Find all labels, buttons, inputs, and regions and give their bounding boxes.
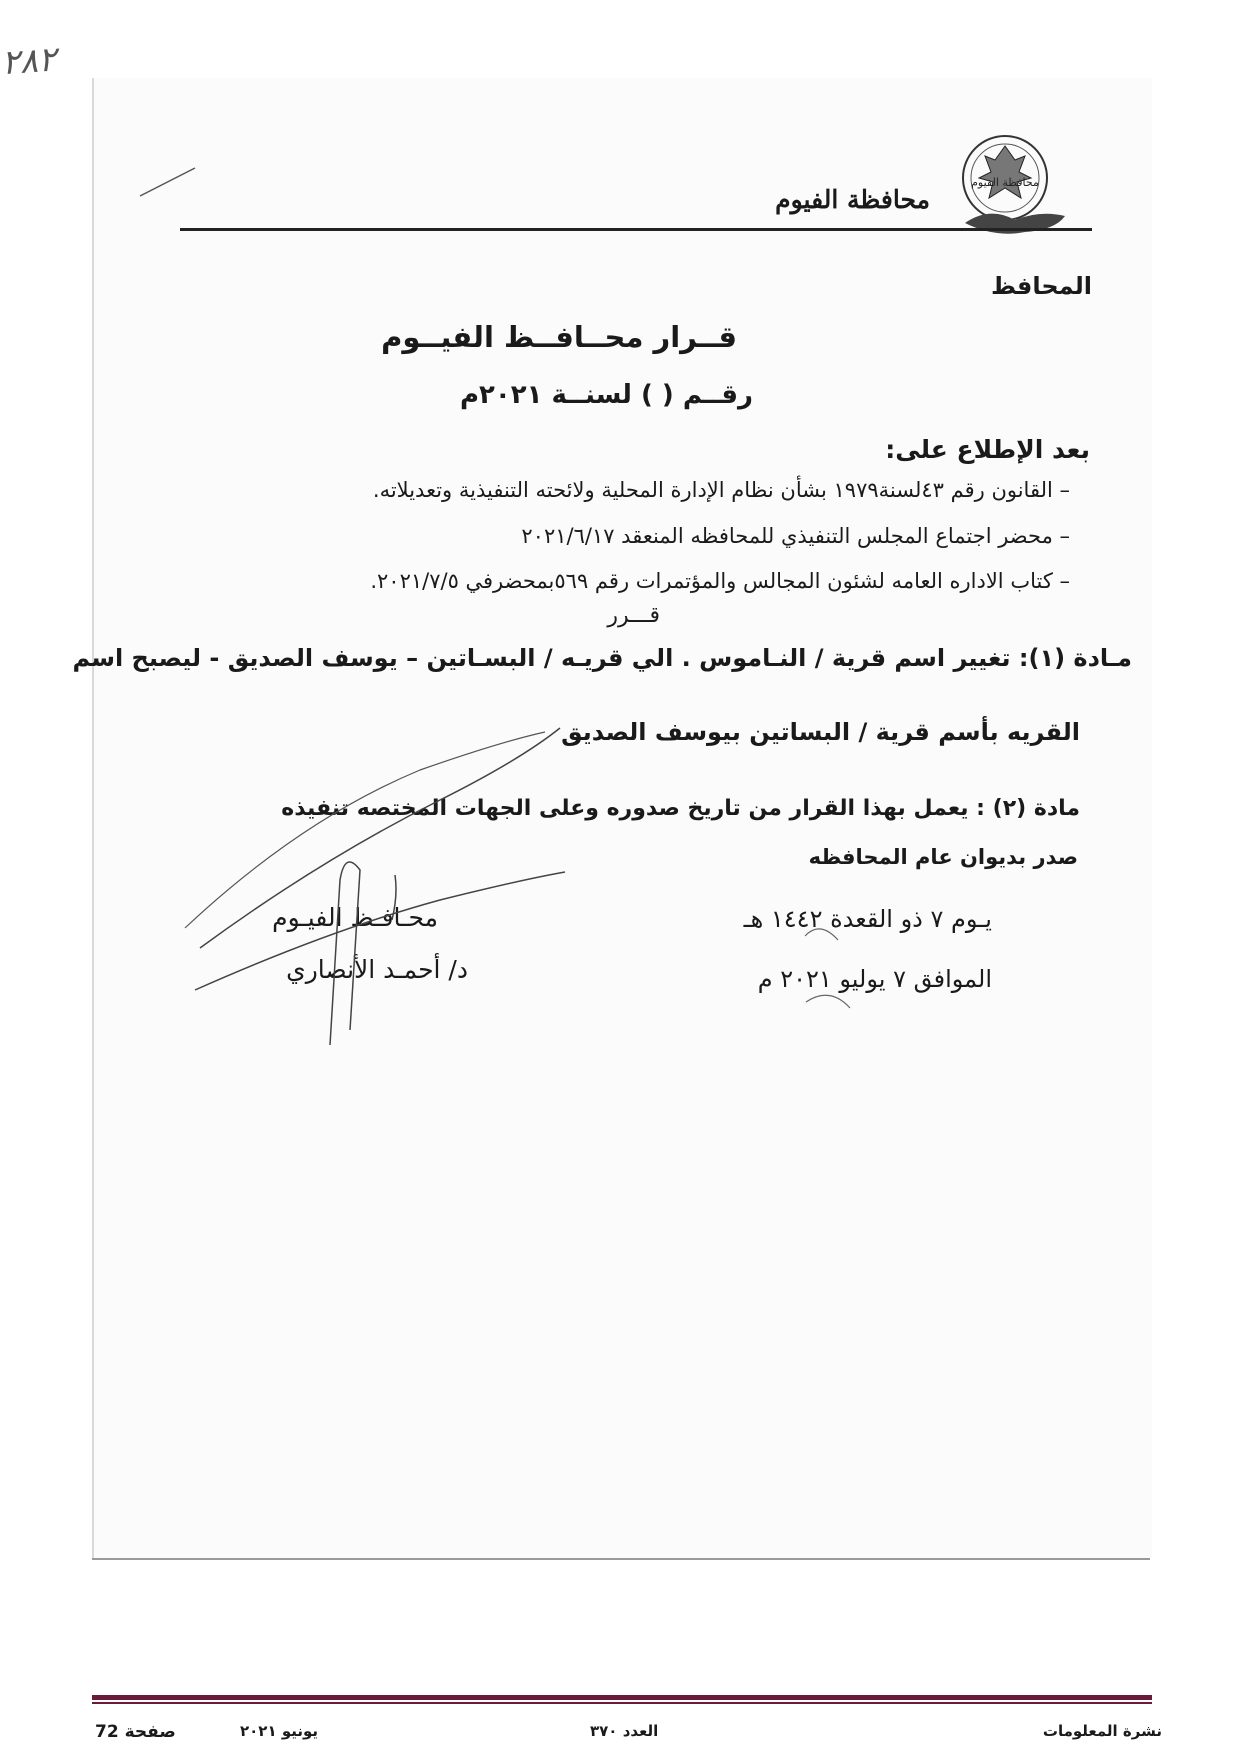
- decides-heading: قـــرر: [607, 603, 660, 628]
- article-2: مادة (٢) : يعمل بهذا القرار من تاريخ صدوره وعلى الجهات المختصه تنفيذه: [281, 796, 1080, 821]
- scan-edge: [92, 1558, 1150, 1560]
- preamble-heading: بعد الإطلاع على:: [885, 435, 1090, 464]
- footer-publication: نشرة المعلومات: [1042, 1722, 1162, 1740]
- handwritten-decree-number: ٢٨٢: [0, 39, 58, 84]
- decree-number-line: رقــم ( ) لسنــة ٢٠٢١م: [459, 380, 753, 410]
- header-divider: [180, 228, 1092, 231]
- governorate-name: محافظة الفيوم: [775, 185, 930, 214]
- footer-date: يونيو ٢٠٢١: [240, 1722, 319, 1740]
- emblem-text: محافظة الفيوم: [971, 176, 1039, 189]
- issuer-role: المحافظ: [990, 272, 1092, 300]
- issued-at: صدر بديوان عام المحافظه: [808, 845, 1078, 869]
- footer-divider: [92, 1695, 1152, 1700]
- signatory-title: محـافـظ الفيـوم: [272, 903, 438, 932]
- article-1-continued: القريه بأسم قرية / البساتين بيوسف الصديق: [561, 718, 1080, 746]
- reference-item: – كتاب الاداره العامه لشئون المجالس والمؤتمرات رقم ٥٦٩بمحضرفي ٢٠٢١/٧/٥.: [370, 569, 1070, 593]
- article-1: مـادة (١): تغيير اسم قرية / النـاموس . الي قريـه / البسـاتين – يوسف الصديق - ليصبح اسم: [72, 644, 1132, 672]
- reference-item: – محضر اجتماع المجلس التنفيذي للمحافظه المنعقد ٢٠٢١/٦/١٧: [521, 524, 1070, 548]
- hijri-date: يـوم ٧ ذو القعدة ١٤٤٢ هـ: [743, 905, 992, 933]
- decree-title: قــرار محــافــظ الفيــوم: [381, 320, 737, 354]
- footer-divider-thin: [92, 1702, 1152, 1704]
- gregorian-date: الموافق ٧ يوليو ٢٠٢١ م: [757, 965, 992, 993]
- footer-issue: العدد ٣٧٠: [590, 1722, 659, 1740]
- reference-item: – القانون رقم ٤٣لسنة١٩٧٩ بشأن نظام الإدارة المحلية ولائحته التنفيذية وتعديلاته.: [372, 478, 1070, 502]
- signatory-name: د/ أحمـد الأنصاري: [286, 955, 468, 984]
- footer-page-number: صفحة 72: [95, 1722, 176, 1742]
